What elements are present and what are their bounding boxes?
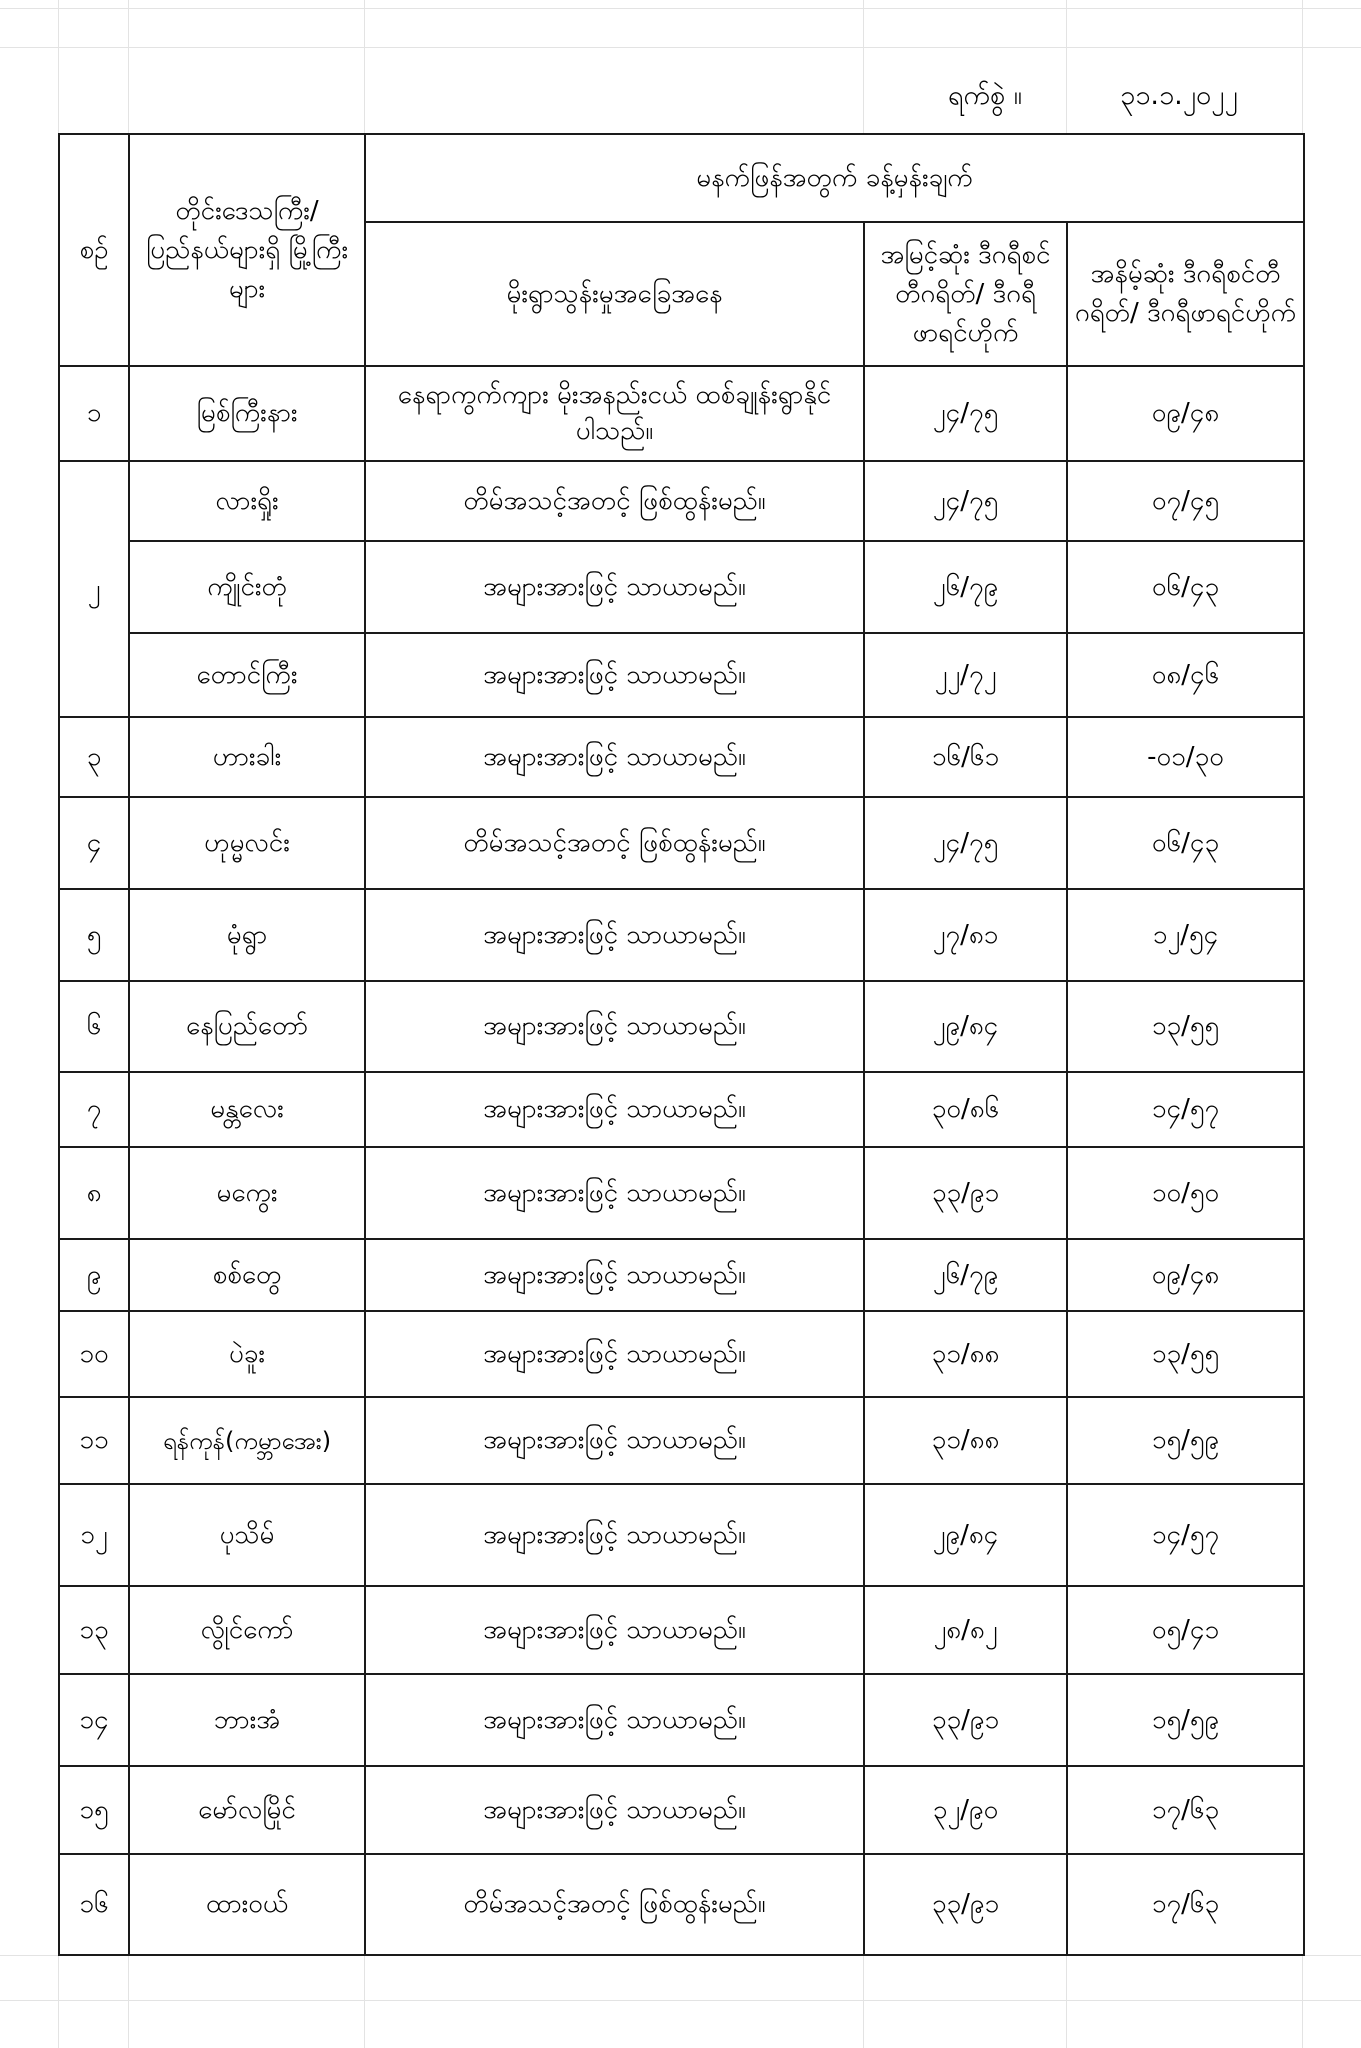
row-condition: အများအားဖြင့် သာယာမည်။ <box>365 1674 864 1766</box>
row-max-temp: ၂၂/၇၂ <box>864 633 1067 717</box>
row-max-temp: ၃၁/၈၈ <box>864 1397 1067 1484</box>
row-no: ၁ <box>59 366 129 461</box>
header-city: တိုင်းဒေသကြီး/ ပြည်နယ်များရှိ မြို့ကြီးများ <box>129 134 365 366</box>
row-max-temp: ၂၆/၇၉ <box>864 1239 1067 1311</box>
table-row <box>59 1586 1304 1674</box>
row-no: ၇ <box>59 1072 129 1147</box>
row-condition: အများအားဖြင့် သာယာမည်။ <box>365 1397 864 1484</box>
row-no: ၁၆ <box>59 1854 129 1955</box>
row-min-temp: -၀၁/၃၀ <box>1067 717 1304 797</box>
row-max-temp: ၂၇/၈၁ <box>864 889 1067 981</box>
row-max-temp: ၃၀/၈၆ <box>864 1072 1067 1147</box>
table-row <box>59 461 1304 541</box>
row-city: လားရှိုး <box>129 461 365 541</box>
row-condition: အများအားဖြင့် သာယာမည်။ <box>365 889 864 981</box>
row-condition: အများအားဖြင့် သာယာမည်။ <box>365 1239 864 1311</box>
row-no: ၄ <box>59 797 129 889</box>
row-max-temp: ၁၆/၆၁ <box>864 717 1067 797</box>
table-row <box>59 541 1304 633</box>
table-row <box>59 366 1304 461</box>
row-no: ၂ <box>59 461 129 717</box>
header-condition: မိုးရွာသွန်းမှုအခြေအနေ <box>365 222 864 366</box>
row-city: ပုသိမ် <box>129 1484 365 1586</box>
row-max-temp: ၃၃/၉၁ <box>864 1147 1067 1239</box>
row-max-temp: ၂၉/၈၄ <box>864 981 1067 1072</box>
grid-line <box>0 47 1361 48</box>
table-row <box>59 1397 1304 1484</box>
row-condition: အများအားဖြင့် သာယာမည်။ <box>365 1072 864 1147</box>
table-row <box>59 797 1304 889</box>
row-min-temp: ၁၀/၅၀ <box>1067 1147 1304 1239</box>
row-condition: တိမ်အသင့်အတင့် ဖြစ်ထွန်းမည်။ <box>365 797 864 889</box>
report-date: ၃၁.၁.၂၀၂၂ <box>1120 80 1238 111</box>
row-city: လွိုင်ကော် <box>129 1586 365 1674</box>
row-condition: နေရာကွက်ကျား မိုးအနည်းငယ် ထစ်ချုန်းရွာနိုင်ပါသည်။ <box>365 366 864 461</box>
date-label: ရက်စွဲ ။ <box>948 80 1022 111</box>
row-no: ၁၁ <box>59 1397 129 1484</box>
table-row <box>59 1674 1304 1766</box>
row-max-temp: ၂၄/၇၅ <box>864 797 1067 889</box>
row-condition: အများအားဖြင့် သာယာမည်။ <box>365 1766 864 1854</box>
table-row <box>59 981 1304 1072</box>
row-city: ဟုမ္မလင်း <box>129 797 365 889</box>
row-city: နေပြည်တော် <box>129 981 365 1072</box>
row-condition: အများအားဖြင့် သာယာမည်။ <box>365 1147 864 1239</box>
header-no: စဉ် <box>59 134 129 366</box>
table-row <box>59 1311 1304 1397</box>
row-min-temp: ၁၅/၅၉ <box>1067 1674 1304 1766</box>
row-city: ပဲခူး <box>129 1311 365 1397</box>
row-min-temp: ၀၇/၄၅ <box>1067 461 1304 541</box>
row-min-temp: ၁၂/၅၄ <box>1067 889 1304 981</box>
table-row <box>59 1766 1304 1854</box>
header-min-temp: အနိမ့်ဆုံး ဒီဂရီစင်တီဂရိတ်/ ဒီဂရီဖာရင်ဟိုက် <box>1067 222 1304 366</box>
row-min-temp: ၀၅/၄၁ <box>1067 1586 1304 1674</box>
table-row <box>59 1854 1304 1955</box>
table-row <box>59 1484 1304 1586</box>
row-city: စစ်တွေ <box>129 1239 365 1311</box>
row-min-temp: ၁၃/၅၅ <box>1067 1311 1304 1397</box>
row-min-temp: ၀၆/၄၃ <box>1067 797 1304 889</box>
table-row <box>59 1239 1304 1311</box>
row-condition: တိမ်အသင့်အတင့် ဖြစ်ထွန်းမည်။ <box>365 461 864 541</box>
row-city: မန္တလေး <box>129 1072 365 1147</box>
row-condition: အများအားဖြင့် သာယာမည်။ <box>365 981 864 1072</box>
row-city: ဟားခါး <box>129 717 365 797</box>
row-no: ၃ <box>59 717 129 797</box>
row-min-temp: ၁၄/၅၇ <box>1067 1072 1304 1147</box>
row-condition: တိမ်အသင့်အတင့် ဖြစ်ထွန်းမည်။ <box>365 1854 864 1955</box>
table-row <box>59 717 1304 797</box>
table-row <box>59 1147 1304 1239</box>
row-city: ဘားအံ <box>129 1674 365 1766</box>
row-no: ၁၀ <box>59 1311 129 1397</box>
row-no: ၉ <box>59 1239 129 1311</box>
row-max-temp: ၂၆/၇၉ <box>864 541 1067 633</box>
row-condition: အများအားဖြင့် သာယာမည်။ <box>365 1586 864 1674</box>
row-city: ထားဝယ် <box>129 1854 365 1955</box>
row-condition: အများအားဖြင့် သာယာမည်။ <box>365 1484 864 1586</box>
row-city: တောင်ကြီး <box>129 633 365 717</box>
row-min-temp: ၁၇/၆၃ <box>1067 1766 1304 1854</box>
row-min-temp: ၁၄/၅၇ <box>1067 1484 1304 1586</box>
row-min-temp: ၀၉/၄၈ <box>1067 366 1304 461</box>
table-row <box>59 1072 1304 1147</box>
row-min-temp: ၁၇/၆၃ <box>1067 1854 1304 1955</box>
row-no: ၈ <box>59 1147 129 1239</box>
row-max-temp: ၂၄/၇၅ <box>864 366 1067 461</box>
header-forecast-group: မနက်ဖြန်အတွက် ခန့်မှန်းချက် <box>365 134 1304 222</box>
row-condition: အများအားဖြင့် သာယာမည်။ <box>365 717 864 797</box>
row-max-temp: ၃၃/၉၁ <box>864 1854 1067 1955</box>
row-no: ၁၃ <box>59 1586 129 1674</box>
row-no: ၁၄ <box>59 1674 129 1766</box>
row-no: ၁၅ <box>59 1766 129 1854</box>
row-max-temp: ၂၈/၈၂ <box>864 1586 1067 1674</box>
row-min-temp: ၁၅/၅၉ <box>1067 1397 1304 1484</box>
row-city: ကျိုင်းတုံ <box>129 541 365 633</box>
row-max-temp: ၃၁/၈၈ <box>864 1311 1067 1397</box>
grid-line <box>0 2000 1361 2001</box>
row-city: မကွေး <box>129 1147 365 1239</box>
row-min-temp: ၀၆/၄၃ <box>1067 541 1304 633</box>
table-row <box>59 633 1304 717</box>
row-condition: အများအားဖြင့် သာယာမည်။ <box>365 541 864 633</box>
row-condition: အများအားဖြင့် သာယာမည်။ <box>365 1311 864 1397</box>
row-min-temp: ၀၈/၄၆ <box>1067 633 1304 717</box>
row-max-temp: ၂၄/၇၅ <box>864 461 1067 541</box>
row-no: ၅ <box>59 889 129 981</box>
row-max-temp: ၃၃/၉၁ <box>864 1674 1067 1766</box>
row-city: မော်လမြိုင် <box>129 1766 365 1854</box>
row-no: ၁၂ <box>59 1484 129 1586</box>
row-city: မြစ်ကြီးနား <box>129 366 365 461</box>
row-min-temp: ၁၃/၅၅ <box>1067 981 1304 1072</box>
row-city: ရန်ကုန်(ကမ္ဘာအေး) <box>129 1397 365 1484</box>
forecast-table <box>58 133 1305 1956</box>
row-max-temp: ၃၂/၉၀ <box>864 1766 1067 1854</box>
row-min-temp: ၀၉/၄၈ <box>1067 1239 1304 1311</box>
row-no: ၆ <box>59 981 129 1072</box>
row-max-temp: ၂၉/၈၄ <box>864 1484 1067 1586</box>
row-city: မုံရွာ <box>129 889 365 981</box>
header-max-temp: အမြင့်ဆုံး ဒီဂရီစင်တီဂရိတ်/ ဒီဂရီဖာရင်ဟိုက် <box>864 222 1067 366</box>
table-row <box>59 889 1304 981</box>
row-condition: အများအားဖြင့် သာယာမည်။ <box>365 633 864 717</box>
grid-line <box>0 8 1361 9</box>
